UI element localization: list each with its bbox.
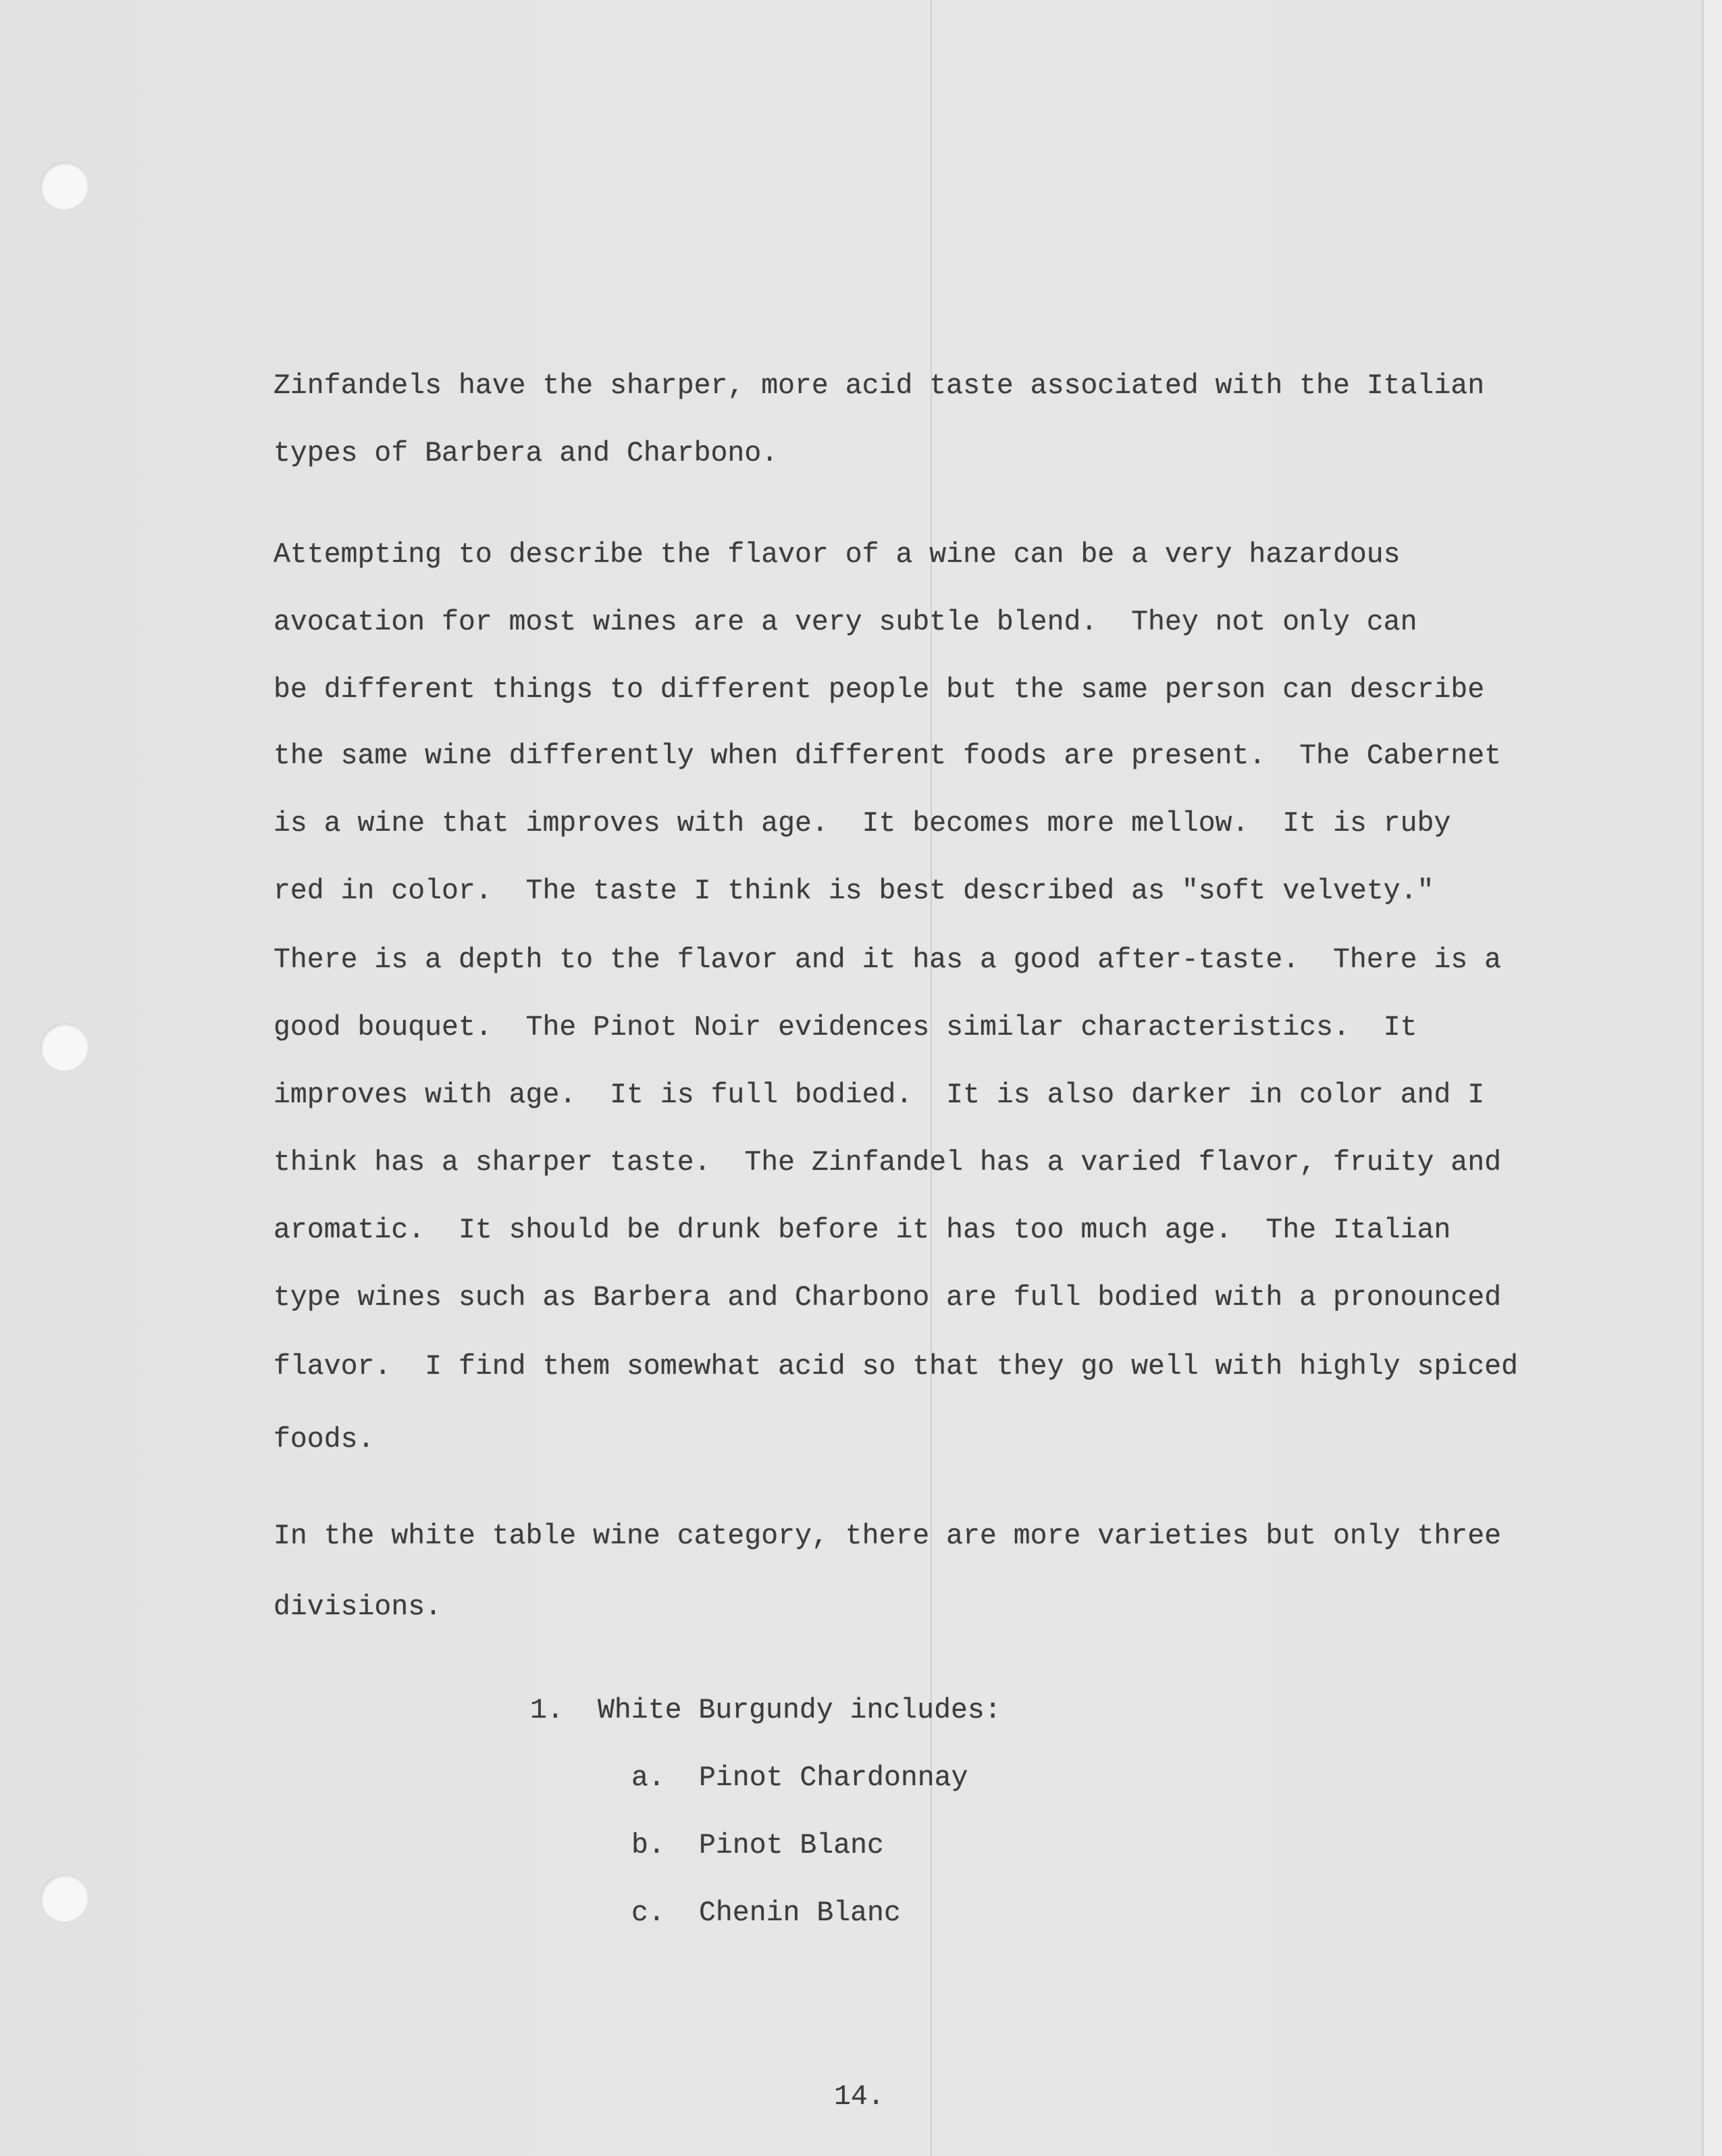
binder-hole-top xyxy=(41,162,88,209)
paragraph-3-line-1: In the white table wine category, there are more varieties but only three xyxy=(273,1520,1501,1552)
paragraph-2-line-12: type wines such as Barbera and Charbono are full bodied with a pronounced xyxy=(273,1282,1501,1314)
binder-hole-middle xyxy=(41,1023,88,1071)
paragraph-2-line-2: avocation for most wines are a very subtle blend. They not only can xyxy=(273,607,1417,638)
paragraph-2-line-8: good bouquet. The Pinot Noir evidences similar characteristics. It xyxy=(273,1012,1417,1044)
sublist-letter-c: c. xyxy=(631,1897,665,1929)
paragraph-2-line-7: There is a depth to the flavor and it has a good after-taste. There is a xyxy=(273,944,1501,976)
list-item-number: 1. xyxy=(530,1695,564,1726)
paragraph-2-line-14: foods. xyxy=(273,1424,375,1456)
page-number: 14. xyxy=(834,2081,885,2113)
paragraph-2-line-11: aromatic. It should be drunk before it has too much age. The Italian xyxy=(273,1214,1451,1246)
sublist-letter-a: a. xyxy=(631,1762,665,1794)
binder-hole-bottom xyxy=(41,1874,88,1922)
sublist-letter-b: b. xyxy=(631,1830,665,1862)
paragraph-2-line-1: Attempting to describe the flavor of a wine can be a very hazardous xyxy=(273,539,1401,571)
sublist-item-b: Pinot Blanc xyxy=(699,1830,884,1862)
paragraph-2-line-13: flavor. I find them somewhat acid so that they go well with highly spiced xyxy=(273,1351,1518,1383)
paragraph-2-line-10: think has a sharper taste. The Zinfandel has a varied flavor, fruity and xyxy=(273,1147,1501,1179)
paragraph-2-line-4: the same wine differently when different foods are present. The Cabernet xyxy=(273,740,1501,772)
paragraph-2-line-9: improves with age. It is full bodied. It is also darker in color and I xyxy=(273,1079,1485,1111)
paragraph-1-line-1: Zinfandels have the sharper, more acid taste associated with the Italian xyxy=(273,370,1485,402)
scan-fold-line xyxy=(931,0,932,2156)
paragraph-2-line-6: red in color. The taste I think is best described as "soft velvety." xyxy=(273,875,1434,907)
paragraph-1-line-2: types of Barbera and Charbono. xyxy=(273,438,779,469)
sublist-item-c: Chenin Blanc xyxy=(699,1897,901,1929)
paragraph-2-line-3: be different things to different people but the same person can describe xyxy=(273,674,1485,706)
list-item-title: White Burgundy includes: xyxy=(598,1695,1001,1726)
sublist-item-a: Pinot Chardonnay xyxy=(699,1762,968,1794)
paragraph-2-line-5: is a wine that improves with age. It becomes more mellow. It is ruby xyxy=(273,808,1451,840)
scan-page-edge xyxy=(1702,0,1722,2156)
paragraph-3-line-2: divisions. xyxy=(273,1591,442,1623)
